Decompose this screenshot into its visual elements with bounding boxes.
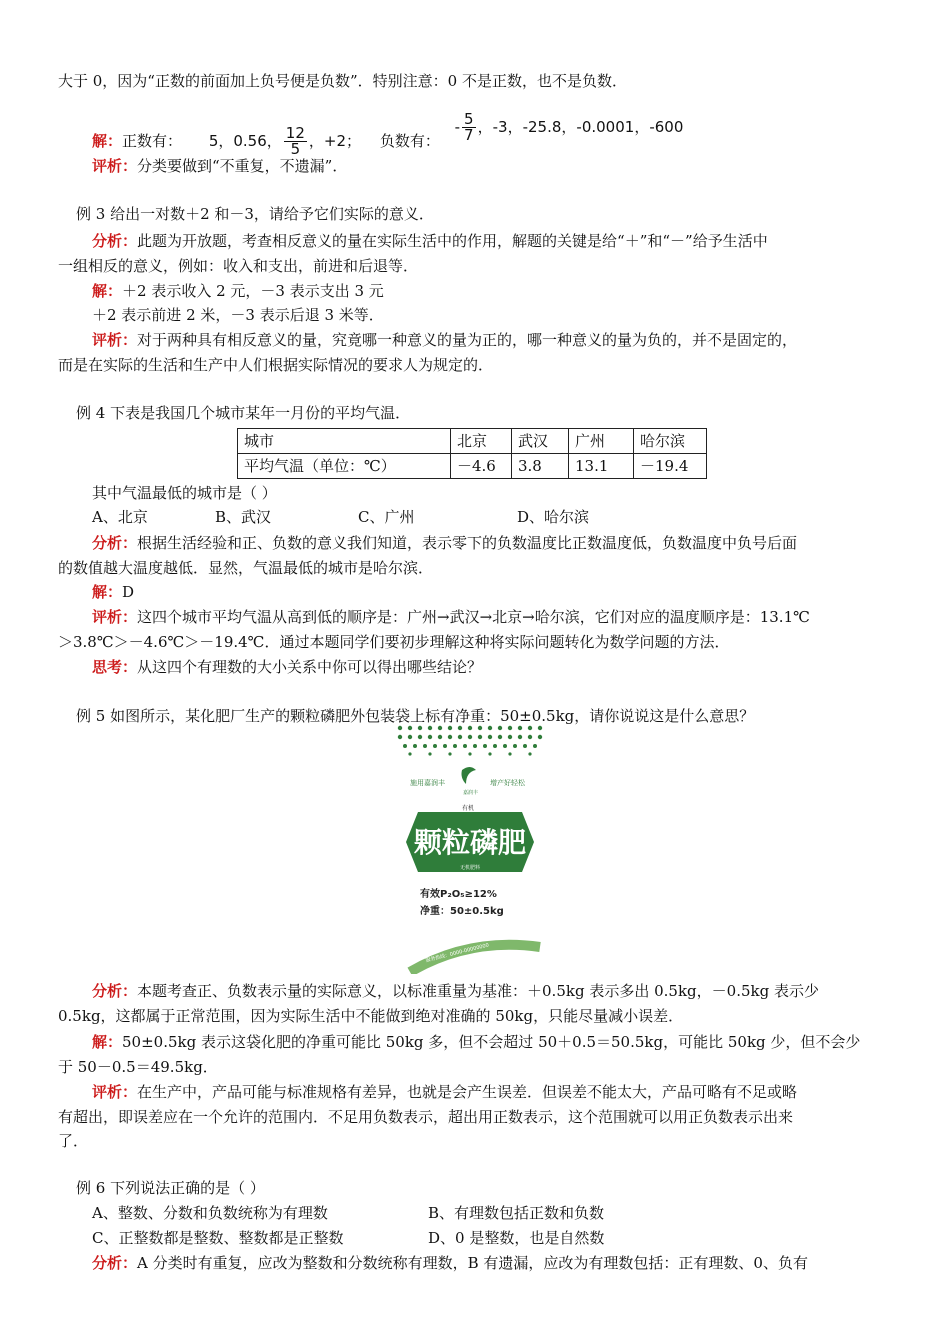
bag-title: 颗粒磷肥	[413, 826, 527, 859]
label-solution: 解：	[92, 132, 123, 150]
example-4-analysis-cont: 的数值越大温度越低．显然，气温最低的城市是哈尔滨．	[58, 559, 434, 577]
comment-classification: 评析：分类要做到“不重复，不遗漏”．	[92, 157, 348, 175]
solution-classification	[92, 110, 932, 158]
example-4-title: 例 4 下表是我国几个城市某年一月份的平均气温．	[76, 404, 411, 422]
example-4-think: 思考：从这四个有理数的大小关系中你可以得出哪些结论？	[92, 658, 483, 676]
example-5-title: 例 5 如图所示，某化肥厂生产的颗粒磷肥外包装袋上标有净重：50±0.5kg，请你说说这是什么意思？	[76, 707, 755, 725]
num-plus-2: +2	[323, 132, 347, 150]
example-5-solution-cont: 于 50－0.5＝49.5kg．	[58, 1058, 218, 1076]
table-header-row	[238, 429, 707, 454]
table-cell: 广州	[569, 429, 634, 454]
table-row	[238, 454, 707, 479]
option-d: D、0 是整数，也是自然数	[428, 1229, 605, 1247]
example-3-solution-1: 解：＋2 表示收入 2 元，－3 表示支出 3 元	[92, 282, 384, 300]
example-3-title: 例 3 给出一对数＋2 和－3，请给予它们实际的意义．	[76, 205, 434, 223]
option-c: C、正整数都是整数、整数都是正整数	[92, 1229, 344, 1247]
option-a: A、整数、分数和负数统称为有理数	[92, 1204, 328, 1222]
dot-pattern	[398, 726, 542, 756]
example-5-solution: 解：50±0.5kg 表示这袋化肥的净重可能比 50kg 多，但不会超过 50＋0.5＝50.5kg，可能比 50kg 少，但不会少	[92, 1033, 861, 1051]
example-5-comment-end: 了．	[58, 1132, 89, 1150]
example-3-comment: 评析：对于两种具有相反意义的量，究竟哪一种意义的量为正的，哪一种意义的量为负的，并不是固定的，	[92, 331, 798, 349]
example-4-comment: 评析：这四个城市平均气温从高到低的顺序是：广州→武汉→北京→哈尔滨，它们对应的温度顺序是：13.1℃	[92, 608, 810, 626]
temperature-table	[237, 428, 707, 479]
example-4-question: 其中气温最低的城市是（ ）	[92, 484, 277, 502]
option-c: C、广州	[358, 508, 415, 526]
num-0-56: 0.56	[233, 132, 267, 150]
example-5-analysis-cont: 0.5kg，这都属于正常范围，因为实际生活中不能做到绝对准确的 50kg，只能尽量减小误差．	[58, 1007, 684, 1025]
example-5-analysis: 分析：本题考查正、负数表示量的实际意义，以标准重量为基准：＋0.5kg 表示多出 0.5kg，－0.5kg 表示少	[92, 982, 819, 1000]
positive-label: 正数有：	[122, 132, 183, 150]
example-6-title: 例 6 下列说法正确的是（ ）	[76, 1179, 265, 1197]
table-cell: 武汉	[512, 429, 569, 454]
example-4-comment-cont: ＞3.8℃＞－4.6℃＞－19.4℃．通过本题同学们要初步理解这种将实际问题转化为数学问题的方法．	[58, 633, 730, 651]
table-cell: 平均气温（单位：℃）	[238, 454, 451, 479]
table-cell: －4.6	[451, 454, 512, 479]
fraction-12-5: $\frac{12}{5}$	[285, 124, 305, 158]
example-3-analysis: 分析：此题为开放题，考查相反意义的量在实际生活中的作用，解题的关键是给“＋”和“－”给予生活中	[92, 232, 768, 250]
table-cell: 城市	[238, 429, 451, 454]
slogan-right: 增产好轻松	[490, 779, 525, 787]
fraction-5-7: $\frac{5}{7}$	[464, 110, 474, 144]
example-3-comment-cont: 而是在实际的生活和生产中人们根据实际情况的要求人为规定的．	[58, 356, 494, 374]
negative-numbers: - $\frac{5}{7}$ ，-3，-25.8，-0.0001，-600	[454, 110, 684, 144]
label-comment: 评析：	[92, 157, 138, 175]
option-d: D、哈尔滨	[517, 508, 590, 526]
example-5-comment: 评析：在生产中，产品可能与标准规格有差异，也就是会产生误差．但误差不能太大，产品可略有不足或略	[92, 1083, 798, 1101]
top-tag: 有机	[462, 805, 475, 812]
service-hotline: 服务热线：0000-00000000	[425, 942, 490, 964]
example-5-comment-cont: 有超出，即误差应在一个允许的范围内．不足用负数表示，超出用正数表示，这个范围就可以用正负数表示出来	[58, 1108, 794, 1126]
positive-numbers: 5，0.56， $\frac{12}{5}$ ，+2；	[208, 124, 366, 158]
option-a: A、北京	[92, 508, 148, 526]
example-3-analysis-cont: 一组相反的意义，例如：收入和支出，前进和后退等．	[58, 257, 419, 275]
option-b: B、有理数包括正数和负数	[428, 1204, 605, 1222]
bottom-tag: 无机肥料	[460, 865, 481, 871]
negative-label: 负数有：	[379, 132, 440, 150]
example-4-analysis: 分析：根据生活经验和正、负数的意义我们知道，表示零下的负数温度比正数温度低，负数温度中负号后面	[92, 534, 798, 552]
example-3-solution-2: ＋2 表示前进 2 米，－3 表示后退 3 米等．	[92, 306, 384, 324]
spec-net-weight: 净重：50±0.5kg	[420, 906, 504, 917]
example-4-solution: 解：D	[92, 583, 135, 601]
option-b: B、武汉	[215, 508, 272, 526]
table-cell: 哈尔滨	[634, 429, 707, 454]
example-6-analysis: 分析：A 分类时有重复，应改为整数和分数统称有理数，B 有遗漏，应改为有理数包括：正有理数、0、负有	[92, 1254, 808, 1272]
table-cell: －19.4	[634, 454, 707, 479]
spec-phosphate: 有效P₂O₅≥12%	[420, 889, 497, 900]
table-cell: 13.1	[569, 454, 634, 479]
fertilizer-bag-image	[390, 722, 550, 974]
brand-leaf-icon	[462, 767, 477, 784]
table-cell: 3.8	[512, 454, 569, 479]
slogan-left: 施用嘉润丰	[410, 779, 445, 787]
brand-small: 嘉润丰	[463, 790, 479, 796]
num-5: 5	[208, 132, 219, 150]
table-cell: 北京	[451, 429, 512, 454]
para-positive-negative-note: 大于 0，因为“正数的前面加上负号便是负数”．特别注意：0 不是正数，也不是负数．	[58, 72, 627, 90]
